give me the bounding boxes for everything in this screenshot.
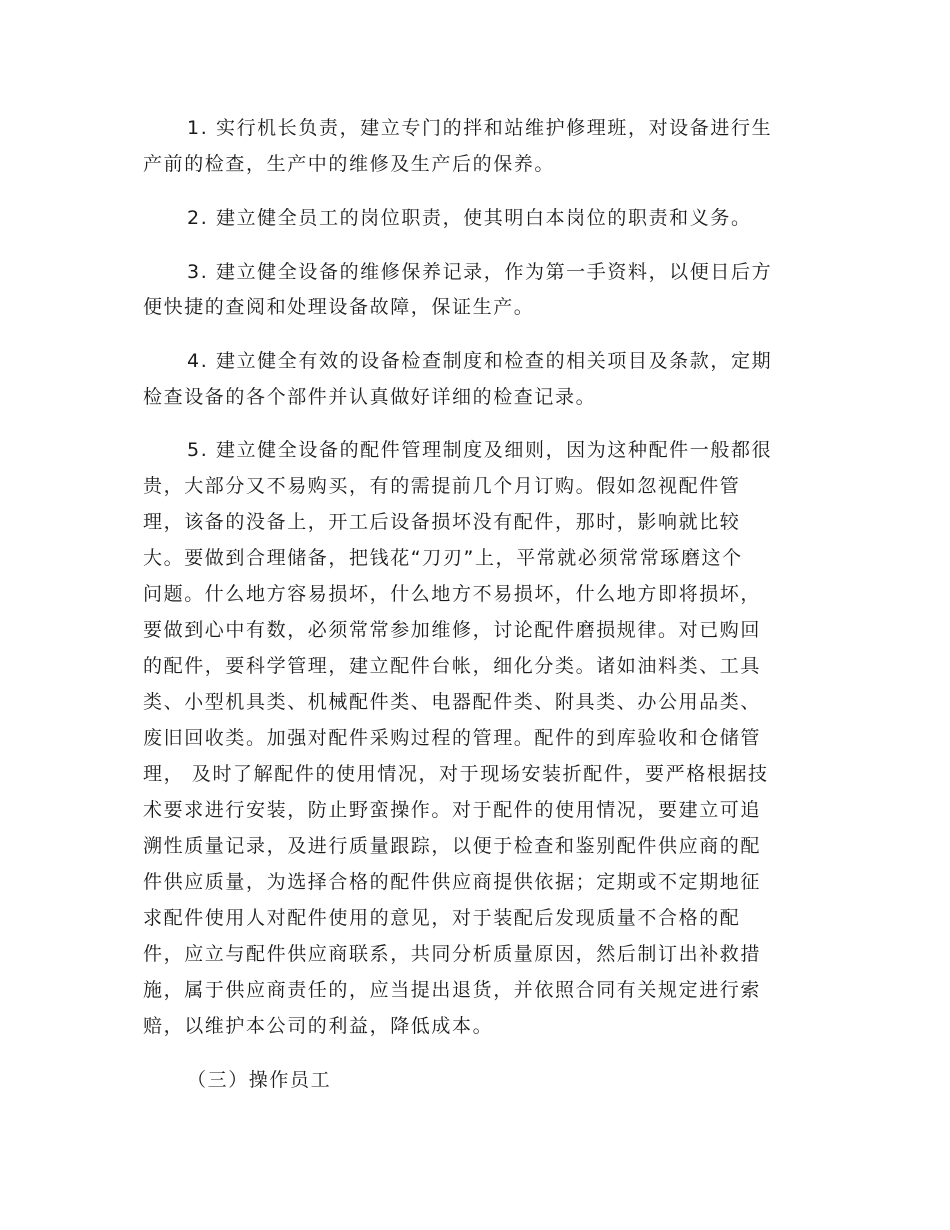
item-4-line-2: 检查设备的各个部件并认真做好详细的检查记录。 xyxy=(143,386,597,408)
item-5-line-4: 大。要做到合理储备，把钱花“刀刃”上，平常就必须常常琢磨这个 xyxy=(143,547,743,569)
item-5-line-2: 贵，大部分又不易购买，有的需提前几个月订购。假如忽视配件管 xyxy=(143,475,741,497)
item-5-line-8: 类、小型机具类、机械配件类、电器配件类、附具类、办公用品类、 xyxy=(143,691,762,713)
item-5-line-9: 废旧回收类。加强对配件采购过程的管理。配件的到库验收和仓储管 xyxy=(143,727,762,749)
section-heading: （三）操作员工 xyxy=(187,1069,332,1091)
item-4-line-1: 4. 建立健全有效的设备检查制度和检查的相关项目及条款，定期 xyxy=(187,350,773,372)
item-5-line-13: 件供应质量，为选择合格的配件供应商提供依据；定期或不定期地征 xyxy=(143,871,762,893)
item-5-line-1: 5. 建立健全设备的配件管理制度及细则，因为这种配件一般都很 xyxy=(187,439,773,461)
item-1-line-1: 1. 实行机长负责，建立专门的拌和站维护修理班，对设备进行生 xyxy=(187,117,773,139)
item-5-line-6: 要做到心中有数，必须常常参加维修，讨论配件磨损规律。对已购回 xyxy=(143,619,762,641)
item-5-line-14: 求配件使用人对配件使用的意见，对于装配后发现质量不合格的配 xyxy=(143,907,741,929)
item-5-line-16: 施，属于供应商责任的，应当提出退货，并依照合同有关规定进行索 xyxy=(143,979,762,1001)
item-5-line-7: 的配件，要科学管理，建立配件台帐，细化分类。诸如油料类、工具 xyxy=(143,655,762,677)
item-3-line-1: 3. 建立健全设备的维修保养记录，作为第一手资料，以便日后方 xyxy=(187,261,773,283)
item-5-line-17: 赔，以维护本公司的利益，降低成本。 xyxy=(143,1015,494,1037)
item-5-line-5: 问题。什么地方容易损坏，什么地方不易损坏，什么地方即将损坏， xyxy=(143,583,762,605)
item-5-line-12: 溯性质量记录，及进行质量跟踪，以便于检查和鉴别配件供应商的配 xyxy=(143,835,762,857)
item-5-line-15: 件，应立与配件供应商联系，共同分析质量原因，然后制订出补救措 xyxy=(143,943,762,965)
item-5-line-3: 理，该备的没备上，开工后设备损坏没有配件，那时，影响就比较 xyxy=(143,511,741,533)
item-1-line-2: 产前的检查，生产中的维修及生产后的保养。 xyxy=(143,153,556,175)
item-5-line-10: 理， 及时了解配件的使用情况，对于现场安装折配件，要严格根据技 xyxy=(143,763,769,785)
item-5-line-11: 术要求进行安装，防止野蛮操作。对于配件的使用情况，要建立可追 xyxy=(143,799,762,821)
item-2-line-1: 2. 建立健全员工的岗位职责，使其明白本岗位的职责和义务。 xyxy=(187,207,752,229)
item-3-line-2: 便快捷的查阅和处理设备故障，保证生产。 xyxy=(143,296,535,318)
